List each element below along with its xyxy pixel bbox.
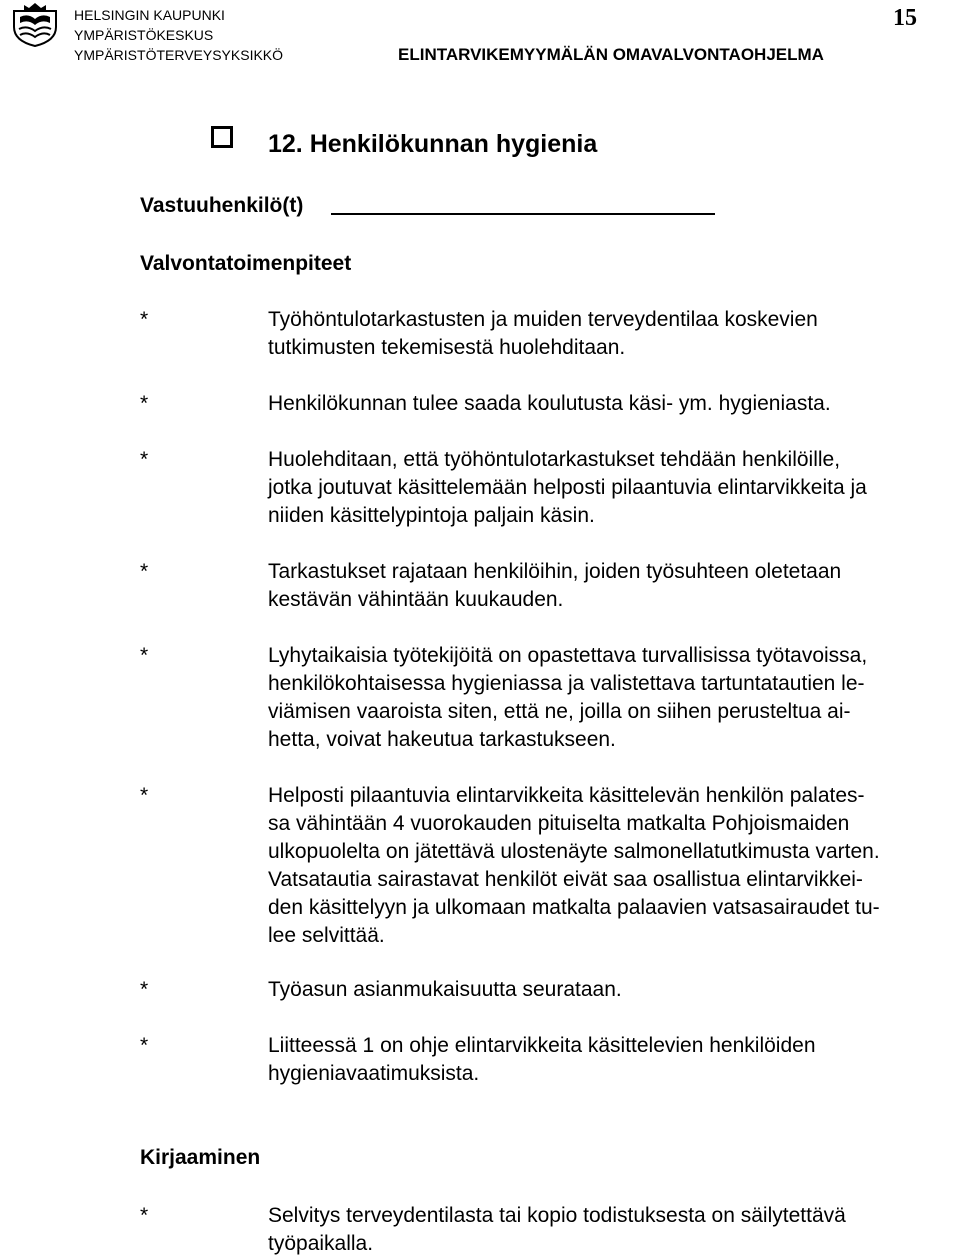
list-item-line: Selvitys terveydentilasta tai kopio todistuksesta on säilytettävä bbox=[268, 1204, 846, 1227]
list-item bbox=[268, 558, 958, 614]
list-item-line: työpaikalla. bbox=[268, 1232, 374, 1255]
list-item-line: Tarkastukset rajataan henkilöihin, joiden työsuhteen oletetaan bbox=[268, 560, 842, 583]
list-item-line: Liitteessä 1 on ohje elintarvikkeita käsittelevien henkilöiden bbox=[268, 1034, 816, 1057]
list-item-line: hygieniavaatimuksista. bbox=[268, 1062, 480, 1085]
list-item-line: Helposti pilaantuvia elintarvikkeita käsittelevän henkilön palates- bbox=[268, 784, 865, 807]
list-item-line: Työasun asianmukaisuutta seurataan. bbox=[268, 978, 622, 1001]
org-unit: YMPÄRISTÖTERVEYSYKSIKKÖ bbox=[74, 47, 284, 63]
recording-heading: Kirjaaminen bbox=[140, 1146, 261, 1169]
responsible-label: Vastuuhenkilö(t) bbox=[140, 194, 304, 217]
page-number: 15 bbox=[893, 5, 917, 31]
list-item-bullet: * bbox=[140, 1034, 149, 1057]
section-title: 12. Henkilökunnan hygienia bbox=[268, 130, 598, 158]
list-item bbox=[268, 976, 958, 1004]
org-department: YMPÄRISTÖKESKUS bbox=[74, 27, 214, 43]
list-item-line: kestävän vähintään kuukauden. bbox=[268, 588, 564, 611]
list-item-line: sa vähintään 4 vuorokauden pituiselta matkalta Pohjoismaiden bbox=[268, 812, 850, 835]
list-item-bullet: * bbox=[140, 1204, 149, 1227]
list-item bbox=[268, 642, 958, 754]
list-item-line: jotka joutuvat käsittelemään helposti pilaantuvia elintarvikkeita ja bbox=[268, 476, 867, 499]
list-item-line: viämisen vaaroista siten, että ne, joilla on siihen perusteltua ai- bbox=[268, 700, 851, 723]
list-item bbox=[268, 390, 958, 418]
document-title: ELINTARVIKEMYYMÄLÄN OMAVALVONTAOHJELMA bbox=[398, 45, 824, 64]
list-item-line: ulkopuolelta on jätettävä ulostenäyte salmonellatutkimusta varten. bbox=[268, 840, 880, 863]
org-name: HELSINGIN KAUPUNKI bbox=[74, 7, 225, 23]
list-item-line: henkilökohtaisessa hygieniassa ja valistettava tartuntatautien le- bbox=[268, 672, 865, 695]
list-item bbox=[268, 446, 958, 530]
measures-heading: Valvontatoimenpiteet bbox=[140, 252, 352, 275]
list-item-line: hetta, voivat hakeutua tarkastukseen. bbox=[268, 728, 616, 751]
list-item-line: Huolehditaan, että työhöntulotarkastukset tehdään henkilöille, bbox=[268, 448, 841, 471]
list-item-bullet: * bbox=[140, 448, 149, 471]
list-item-line: Työhöntulotarkastusten ja muiden terveydentilaa koskevien bbox=[268, 308, 818, 331]
list-item-bullet: * bbox=[140, 308, 149, 331]
list-item-line: lee selvittää. bbox=[268, 924, 385, 947]
list-item bbox=[268, 782, 958, 950]
list-item bbox=[268, 1032, 958, 1088]
list-item-bullet: * bbox=[140, 560, 149, 583]
list-item-line: Henkilökunnan tulee saada koulutusta käsi- ym. hygieniasta. bbox=[268, 392, 831, 415]
helsinki-crest-icon bbox=[10, 1, 60, 47]
list-item bbox=[268, 306, 958, 362]
responsible-fill-line[interactable] bbox=[331, 213, 715, 215]
list-item-line: niiden käsittelypintoja paljain käsin. bbox=[268, 504, 595, 527]
list-item-bullet: * bbox=[140, 978, 149, 1001]
list-item bbox=[268, 1202, 958, 1258]
list-item-line: Lyhytaikaisia työtekijöitä on opastettava turvallisissa työtavoissa, bbox=[268, 644, 868, 667]
list-item-bullet: * bbox=[140, 392, 149, 415]
list-item-line: den käsittelyyn ja ulkomaan matkalta palaavien vatsasairaudet tu- bbox=[268, 896, 880, 919]
list-item-bullet: * bbox=[140, 644, 149, 667]
list-item-bullet: * bbox=[140, 784, 149, 807]
section-checkbox[interactable] bbox=[211, 126, 233, 148]
organization-block bbox=[74, 5, 283, 65]
list-item-line: Vatsatautia sairastavat henkilöt eivät saa osallistua elintarvikkei- bbox=[268, 868, 863, 891]
list-item-line: tutkimusten tekemisestä huolehditaan. bbox=[268, 336, 626, 359]
